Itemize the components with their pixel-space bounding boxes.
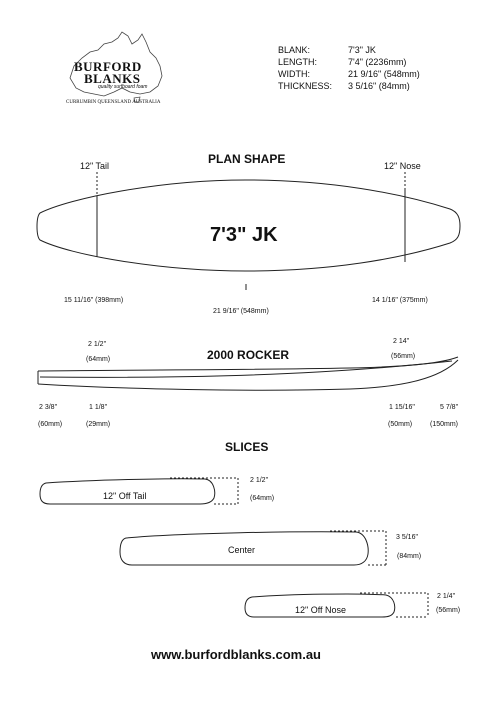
center-width-label: 21 9/16" (548mm) bbox=[213, 308, 269, 315]
slice-center-thk-mm: (84mm) bbox=[397, 553, 422, 560]
tail-label: 12" Tail bbox=[80, 161, 110, 171]
rocker-heading: 2000 ROCKER bbox=[207, 348, 290, 362]
spec-value-width: 21 9/16" (548mm) bbox=[348, 69, 420, 79]
model-name: 7'3" JK bbox=[210, 224, 278, 246]
slice-tail-label: 12" Off Tail bbox=[103, 491, 147, 501]
rocker-bottom-3-mm: (50mm) bbox=[388, 421, 413, 428]
rocker-bottom-1-in: 2 3/8" bbox=[39, 404, 58, 411]
rocker-bottom-3-in: 1 15/16" bbox=[389, 404, 415, 411]
nose-width-label: 14 1/16" (375mm) bbox=[372, 297, 428, 304]
slice-nose-thk-mm: (56mm) bbox=[436, 607, 461, 614]
rocker-tail-top-mm: (64mm) bbox=[86, 356, 111, 363]
spec-label-width: WIDTH: bbox=[278, 69, 310, 79]
slice-tail-thk-in: 2 1/2" bbox=[250, 477, 269, 484]
plan-shape-heading: PLAN SHAPE bbox=[208, 152, 286, 166]
spec-label-blank: BLANK: bbox=[278, 45, 311, 55]
logo-location: CURRUMBIN QUEENSLAND AUSTRALIA bbox=[66, 100, 161, 105]
spec-value-length: 7'4" (2236mm) bbox=[348, 57, 407, 67]
spec-value-blank: 7'3" JK bbox=[348, 45, 376, 55]
rocker-bottom-1-mm: (60mm) bbox=[38, 421, 63, 428]
slice-center-label: Center bbox=[228, 545, 256, 555]
rocker-tail-top-in: 2 1/2" bbox=[88, 341, 107, 348]
slices-heading: SLICES bbox=[225, 440, 269, 454]
nose-label: 12" Nose bbox=[384, 161, 421, 171]
spec-label-length: LENGTH: bbox=[278, 57, 318, 67]
logo-tagline: quality surfboard foam bbox=[98, 84, 148, 90]
rocker-nose-top-in: 2 14" bbox=[393, 338, 410, 345]
spec-value-thickness: 3 5/16" (84mm) bbox=[348, 81, 410, 91]
slice-nose-label: 12" Off Nose bbox=[295, 605, 347, 615]
rocker-nose-top-mm: (56mm) bbox=[391, 353, 416, 360]
slice-center-thk-in: 3 5/16" bbox=[396, 534, 418, 541]
footer-url[interactable]: www.burfordblanks.com.au bbox=[151, 647, 321, 662]
rocker-bottom-4-in: 5 7/8" bbox=[440, 404, 459, 411]
rocker-bottom-2-in: 1 1/8" bbox=[89, 404, 108, 411]
spec-label-thickness: THICKNESS: bbox=[278, 81, 333, 91]
logo-word-2: BLANKS bbox=[84, 71, 141, 86]
rocker-bottom-2-mm: (29mm) bbox=[86, 421, 111, 428]
slice-tail-thk-mm: (64mm) bbox=[250, 495, 275, 502]
logo-word-1: BURFORD bbox=[74, 59, 142, 74]
rocker-bottom-4-mm: (150mm) bbox=[430, 421, 459, 428]
tail-width-label: 15 11/16" (398mm) bbox=[64, 297, 124, 304]
slice-nose-thk-in: 2 1/4" bbox=[437, 593, 456, 600]
